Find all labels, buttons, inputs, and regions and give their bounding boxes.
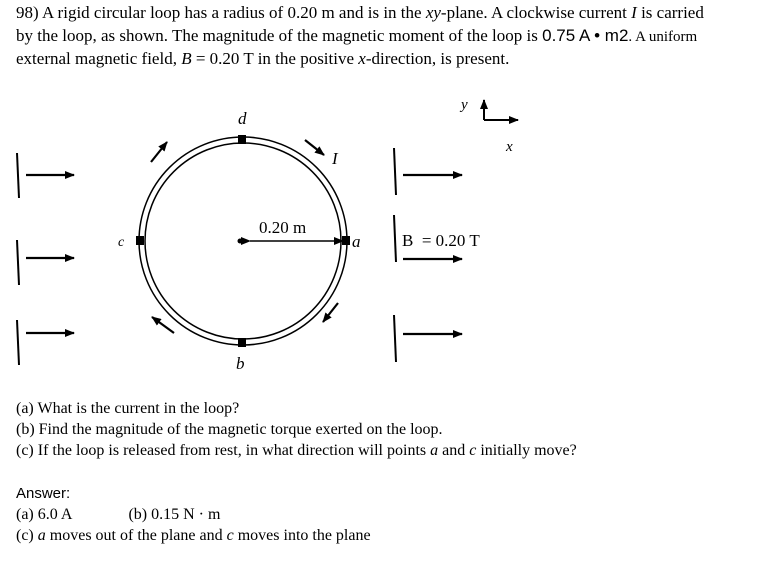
radius-label: 0.20 m — [259, 218, 307, 237]
current-arrow — [305, 140, 324, 155]
field-line — [17, 240, 19, 285]
question-c — [16, 440, 577, 461]
axis-y-label: y — [461, 97, 468, 113]
answer-text: (c) — [16, 527, 38, 544]
field-line — [394, 315, 396, 362]
point-b-marker — [238, 338, 246, 347]
field-label: B = 0.20 T — [402, 231, 480, 250]
problem-text: external magnetic field, — [16, 49, 182, 68]
question-b: (b) Find the magnitude of the magnetic torque exerted on the loop. — [16, 421, 443, 438]
answer-c — [16, 525, 371, 546]
current-arrow — [151, 142, 167, 162]
problem-current-symbol: I — [631, 3, 637, 22]
current-arrow — [152, 317, 174, 333]
answer-ab — [16, 504, 371, 525]
axis-x-label: x — [506, 139, 513, 155]
answer-block — [16, 483, 371, 546]
point-d-marker — [238, 135, 246, 144]
question-point-c: c — [469, 442, 477, 459]
label-b: b — [236, 354, 245, 373]
problem-xy: xy — [425, 3, 441, 22]
question-point-a: a — [430, 442, 439, 459]
problem-text: -plane. A clockwise current — [440, 3, 632, 22]
question-text: and — [438, 442, 470, 459]
question-text: initially move? — [476, 442, 577, 459]
answer-a: (a) 6.0 A — [16, 506, 73, 523]
center-dot — [238, 239, 243, 244]
answer-point-c: c — [226, 527, 234, 544]
question-text: (c) If the loop is released from rest, in what direction will points — [16, 442, 431, 459]
problem-field-symbol: B — [181, 49, 192, 68]
field-line — [394, 215, 396, 262]
point-c-marker — [136, 236, 144, 245]
field-line — [394, 148, 396, 195]
field-line — [17, 320, 19, 365]
answer-b: (b) 0.15 N · m — [128, 506, 221, 523]
problem-text: 98) A rigid circular loop has a radius of 0.20 m and is in the — [16, 3, 426, 22]
question-a: (a) What is the current in the loop? — [16, 400, 240, 417]
label-c: c — [118, 235, 125, 250]
problem-text: is carried — [636, 3, 704, 22]
problem-text: . A uniform — [628, 28, 698, 45]
answer-text: moves into the plane — [233, 527, 371, 544]
problem-text: -direction, is present. — [365, 49, 510, 68]
questions — [16, 398, 577, 461]
answer-text: moves out of the plane and — [45, 527, 227, 544]
point-a-marker — [342, 236, 350, 245]
magnetic-moment-value: 0.75 A • m2 — [542, 25, 629, 45]
problem-text: = 0.20 T in the positive — [191, 49, 359, 68]
label-d: d — [238, 109, 247, 128]
problem-text: by the loop, as shown. The magnitude of the magnetic moment of the loop is — [16, 25, 543, 45]
answer-point-a: a — [37, 527, 46, 544]
field-line — [17, 153, 19, 198]
label-a: a — [352, 232, 361, 251]
problem-x: x — [358, 49, 366, 68]
answer-label: Answer: — [16, 485, 71, 502]
label-current: I — [332, 149, 338, 168]
